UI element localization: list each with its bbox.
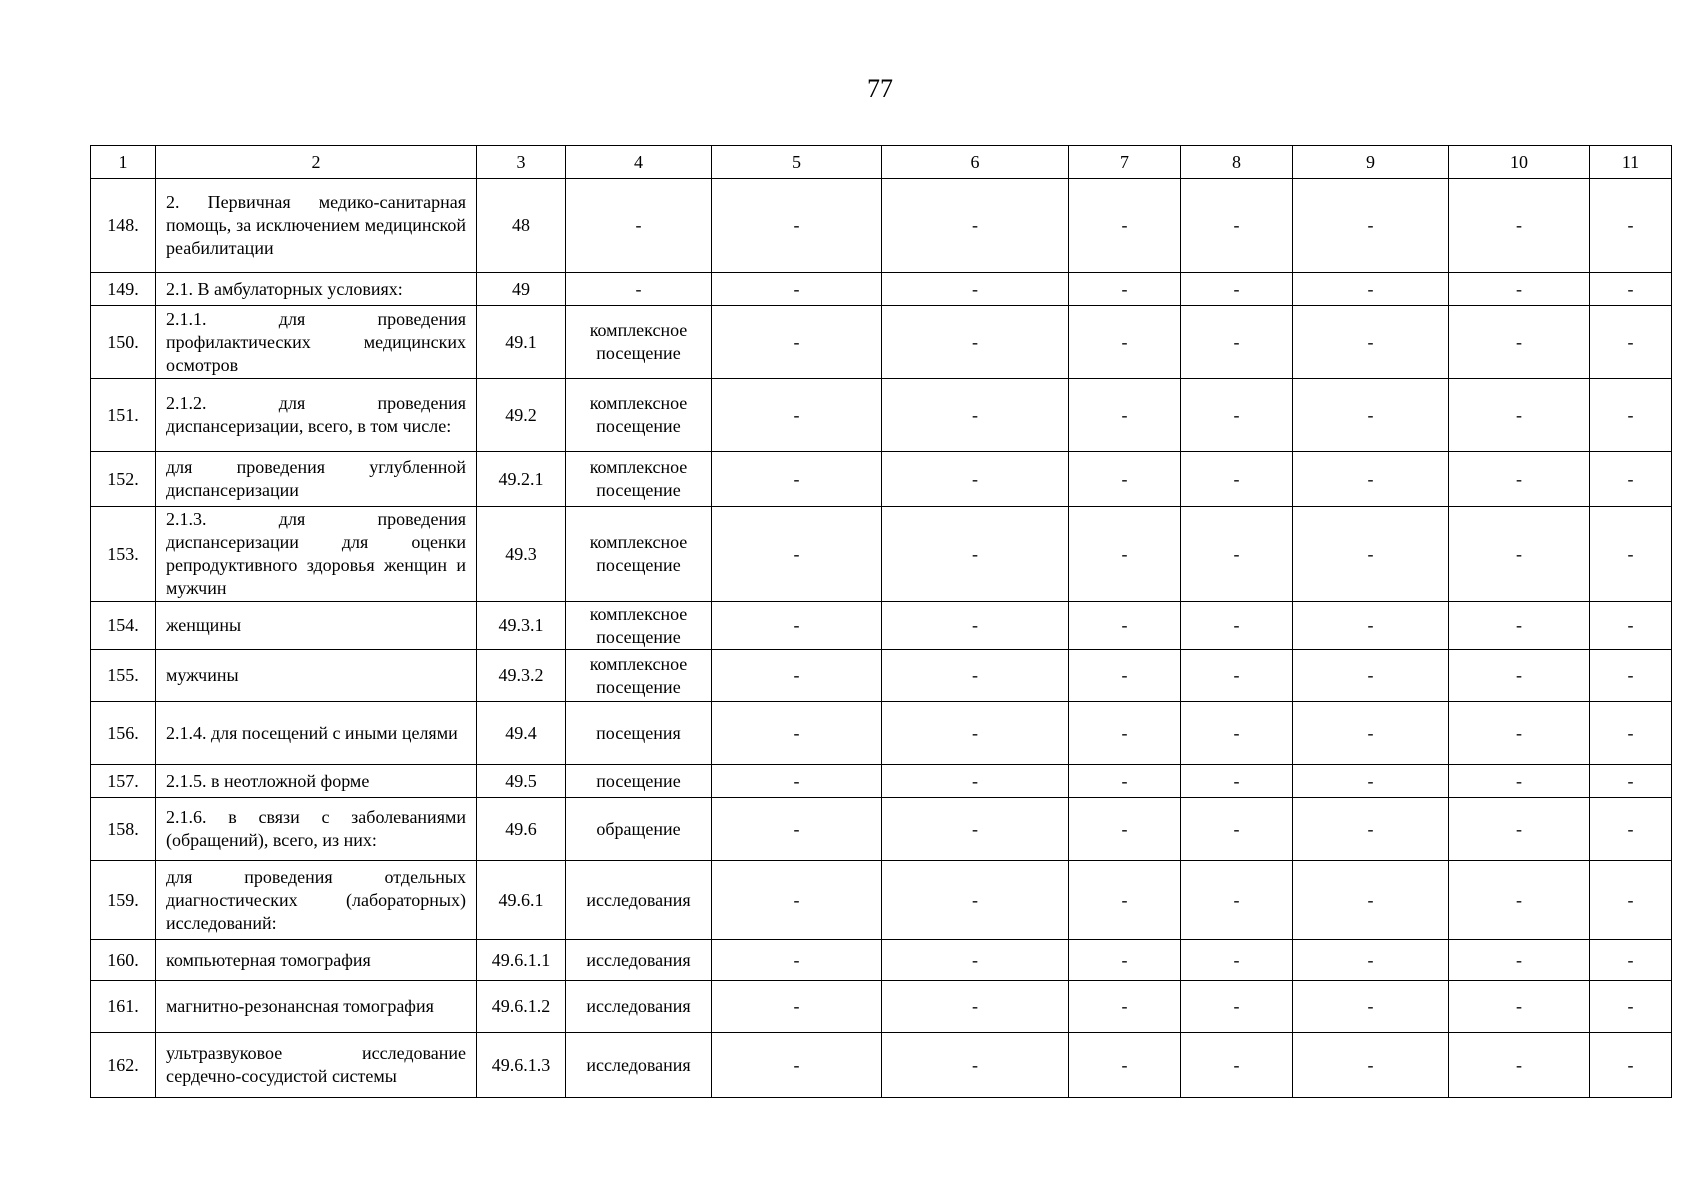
row-unit: комплексное посещение [566,507,712,602]
row-code: 49.6.1.3 [477,1033,566,1098]
value-cell: - [1181,273,1293,306]
value-cell: - [1069,507,1181,602]
value-cell: - [1293,765,1449,798]
row-description: для проведения отдельных диагностических (лабораторных) исследований: [156,861,477,940]
value-cell: - [712,940,882,981]
row-unit: комплексное посещение [566,452,712,507]
value-cell: - [1181,507,1293,602]
value-cell: - [1293,940,1449,981]
table-row [91,602,1672,650]
table-row [91,650,1672,702]
value-cell: - [712,650,882,702]
value-cell: - [1181,602,1293,650]
value-cell: - [1181,765,1293,798]
value-cell: - [1069,179,1181,273]
value-cell: - [1590,179,1672,273]
value-cell: - [1590,602,1672,650]
value-cell: - [1181,981,1293,1033]
row-description: ультразвуковое исследование сердечно-сосудистой системы [156,1033,477,1098]
value-cell: - [1181,940,1293,981]
value-cell: - [712,306,882,379]
value-cell: - [1449,1033,1590,1098]
data-table [90,145,1672,1098]
value-cell: - [1590,981,1672,1033]
value-cell: - [1181,179,1293,273]
row-unit: посещение [566,765,712,798]
row-number: 149. [91,273,156,306]
value-cell: - [882,306,1069,379]
value-cell: - [712,981,882,1033]
column-header: 9 [1293,146,1449,179]
value-cell: - [882,1033,1069,1098]
value-cell: - [712,179,882,273]
row-description: компьютерная томография [156,940,477,981]
value-cell: - [1069,940,1181,981]
column-header: 7 [1069,146,1181,179]
column-header: 8 [1181,146,1293,179]
table-row [91,379,1672,452]
row-number: 162. [91,1033,156,1098]
value-cell: - [1449,650,1590,702]
column-header: 3 [477,146,566,179]
value-cell: - [882,507,1069,602]
value-cell: - [1293,452,1449,507]
value-cell: - [712,798,882,861]
value-cell: - [712,452,882,507]
value-cell: - [1590,798,1672,861]
value-cell: - [1181,1033,1293,1098]
value-cell: - [882,765,1069,798]
row-unit: - [566,273,712,306]
value-cell: - [1069,981,1181,1033]
value-cell: - [1449,981,1590,1033]
value-cell: - [1590,940,1672,981]
value-cell: - [1181,379,1293,452]
value-cell: - [1590,306,1672,379]
value-cell: - [1181,650,1293,702]
row-number: 160. [91,940,156,981]
value-cell: - [882,861,1069,940]
row-description: 2.1.6. в связи с заболеваниями (обращений), всего, из них: [156,798,477,861]
row-number: 161. [91,981,156,1033]
row-code: 49.1 [477,306,566,379]
value-cell: - [712,507,882,602]
value-cell: - [1449,273,1590,306]
row-unit: комплексное посещение [566,650,712,702]
row-description: 2.1.4. для посещений с иными целями [156,702,477,765]
value-cell: - [1590,765,1672,798]
value-cell: - [1069,650,1181,702]
value-cell: - [712,861,882,940]
value-cell: - [1590,650,1672,702]
row-code: 49.4 [477,702,566,765]
value-cell: - [712,273,882,306]
row-description: 2.1.5. в неотложной форме [156,765,477,798]
row-unit: - [566,179,712,273]
value-cell: - [882,940,1069,981]
column-header: 2 [156,146,477,179]
table-row [91,765,1672,798]
row-unit: исследования [566,940,712,981]
value-cell: - [1590,379,1672,452]
table-row [91,507,1672,602]
value-cell: - [1293,507,1449,602]
column-header-row [91,146,1672,179]
value-cell: - [1590,1033,1672,1098]
row-code: 49.6 [477,798,566,861]
column-header: 10 [1449,146,1590,179]
value-cell: - [1293,702,1449,765]
table-row [91,798,1672,861]
row-number: 157. [91,765,156,798]
value-cell: - [1449,602,1590,650]
column-header: 5 [712,146,882,179]
value-cell: - [1590,452,1672,507]
row-description: 2.1. В амбулаторных условиях: [156,273,477,306]
row-description: магнитно-резонансная томография [156,981,477,1033]
table-row [91,940,1672,981]
value-cell: - [1069,602,1181,650]
value-cell: - [1181,702,1293,765]
value-cell: - [1449,702,1590,765]
column-header: 1 [91,146,156,179]
table-body [91,146,1672,1098]
value-cell: - [1293,273,1449,306]
row-code: 49.2 [477,379,566,452]
value-cell: - [882,273,1069,306]
value-cell: - [1449,940,1590,981]
row-description: 2.1.1. для проведения профилактических медицинских осмотров [156,306,477,379]
value-cell: - [712,702,882,765]
value-cell: - [1590,507,1672,602]
page-number: 77 [867,74,893,103]
row-description: 2.1.3. для проведения диспансеризации для оценки репродуктивного здоровья женщин и мужчин [156,507,477,602]
value-cell: - [1293,602,1449,650]
value-cell: - [1293,379,1449,452]
row-description: мужчины [156,650,477,702]
value-cell: - [1069,861,1181,940]
row-code: 48 [477,179,566,273]
row-code: 49.5 [477,765,566,798]
value-cell: - [1069,452,1181,507]
row-code: 49.3.2 [477,650,566,702]
value-cell: - [1293,650,1449,702]
value-cell: - [1449,798,1590,861]
value-cell: - [882,452,1069,507]
value-cell: - [1449,861,1590,940]
table-row [91,273,1672,306]
table-row [91,1033,1672,1098]
table-row [91,981,1672,1033]
column-header: 11 [1590,146,1672,179]
value-cell: - [1181,861,1293,940]
row-number: 153. [91,507,156,602]
row-code: 49 [477,273,566,306]
value-cell: - [1069,1033,1181,1098]
row-code: 49.3.1 [477,602,566,650]
value-cell: - [882,981,1069,1033]
value-cell: - [882,602,1069,650]
value-cell: - [1069,273,1181,306]
value-cell: - [1449,306,1590,379]
value-cell: - [712,379,882,452]
value-cell: - [1181,452,1293,507]
column-header: 4 [566,146,712,179]
row-unit: посещения [566,702,712,765]
value-cell: - [1293,798,1449,861]
value-cell: - [1449,379,1590,452]
value-cell: - [1069,798,1181,861]
row-code: 49.6.1.2 [477,981,566,1033]
row-unit: исследования [566,861,712,940]
value-cell: - [1293,306,1449,379]
value-cell: - [882,702,1069,765]
value-cell: - [1293,981,1449,1033]
row-unit: исследования [566,1033,712,1098]
row-unit: комплексное посещение [566,602,712,650]
row-description: 2. Первичная медико-санитарная помощь, за исключением медицинской реабилитации [156,179,477,273]
row-description: для проведения углубленной диспансеризации [156,452,477,507]
value-cell: - [1069,765,1181,798]
value-cell: - [712,765,882,798]
table-row [91,452,1672,507]
table-row [91,861,1672,940]
value-cell: - [1293,1033,1449,1098]
value-cell: - [1449,765,1590,798]
table-row [91,306,1672,379]
value-cell: - [1293,861,1449,940]
row-number: 152. [91,452,156,507]
row-number: 159. [91,861,156,940]
value-cell: - [1181,798,1293,861]
value-cell: - [1181,306,1293,379]
value-cell: - [882,179,1069,273]
value-cell: - [712,602,882,650]
row-number: 155. [91,650,156,702]
column-header: 6 [882,146,1069,179]
value-cell: - [1449,452,1590,507]
value-cell: - [1069,702,1181,765]
row-description: женщины [156,602,477,650]
row-number: 148. [91,179,156,273]
row-code: 49.6.1.1 [477,940,566,981]
value-cell: - [1449,507,1590,602]
value-cell: - [712,1033,882,1098]
row-number: 150. [91,306,156,379]
row-number: 154. [91,602,156,650]
value-cell: - [1449,179,1590,273]
value-cell: - [1293,179,1449,273]
table-row [91,702,1672,765]
row-code: 49.2.1 [477,452,566,507]
value-cell: - [1590,861,1672,940]
row-number: 158. [91,798,156,861]
value-cell: - [882,379,1069,452]
value-cell: - [1590,273,1672,306]
row-unit: исследования [566,981,712,1033]
row-unit: комплексное посещение [566,306,712,379]
row-description: 2.1.2. для проведения диспансеризации, всего, в том числе: [156,379,477,452]
row-code: 49.6.1 [477,861,566,940]
value-cell: - [882,798,1069,861]
value-cell: - [1069,379,1181,452]
value-cell: - [882,650,1069,702]
value-cell: - [1069,306,1181,379]
row-number: 156. [91,702,156,765]
row-unit: комплексное посещение [566,379,712,452]
table-row [91,179,1672,273]
row-unit: обращение [566,798,712,861]
value-cell: - [1590,702,1672,765]
row-code: 49.3 [477,507,566,602]
row-number: 151. [91,379,156,452]
